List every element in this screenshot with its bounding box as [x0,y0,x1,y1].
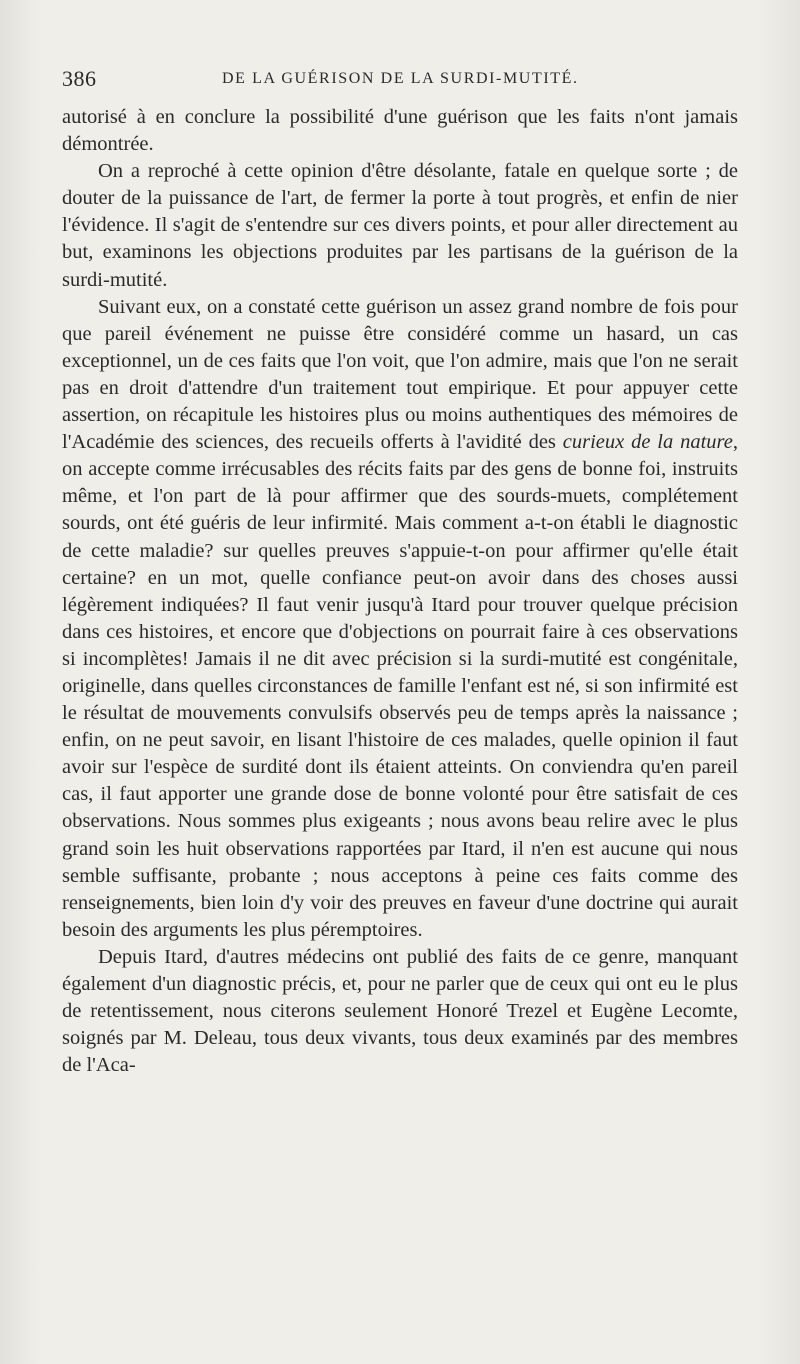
body-text [62,104,738,1079]
running-title: DE LA GUÉRISON DE LA SURDI-MUTITÉ. [222,70,579,87]
page-number: 386 [62,66,97,91]
paragraph-depuis-itard: Depuis Itard, d'autres médecins ont publié des faits de ce genre, manquant également d'un diagnostic précis, et, pour ne parler que de ceux qui ont eu le plus de retentissement, nous citerons seulement Honoré Trezel et Eugène Lecomte, soignés par M. Deleau, tous deux vivants, tous deux examinés par des membres de l'Aca- [62,945,738,1077]
paragraph-continuation: autorisé à en conclure la possibilité d'une guérison que les faits n'ont jamais démontrée. [62,106,738,156]
paragraph-itard [62,294,738,944]
italic-title: curieux de la nature [562,431,733,454]
page-header [62,66,742,96]
paragraph-itard-part-a: Suivant eux, on a constaté cette guérison un assez grand nombre de fois pour que pareil événement ne puisse être considéré comme un hasard, un cas exceptionnel, un de ces faits que l'on voit, que l'on admire, mais que l'on ne serait pas en droit d'attendre d'un traitement tout empirique. Et pour appuyer cette assertion, on récapitule les histoires plus ou moins authentiques des mémoires de l'Académie des sciences, des recueils offerts à l'avidité des [62,295,738,454]
paragraph-objections: On a reproché à cette opinion d'être désolante, fatale en quelque sorte ; de douter de la puissance de l'art, de fermer la porte à tout progrès, et enfin de nier l'évidence. Il s'agit de s'entendre sur ces divers points, et pour aller directement au but, examinons les objections produites par les partisans de la guérison de la surdi-mutité. [62,160,738,291]
paragraph-itard-part-b: , on accepte comme irrécusables des récits faits par des gens de bonne foi, instruits même, et l'on part de là pour affirmer que des sourds-muets, complétement sourds, ont été guéris de leur infirmité. Mais comment a-t-on établi le diagnostic de cette maladie? sur quelles preuves s'appuie-t-on pour affirmer qu'elle était certaine? en un mot, quelle confiance peut-on avoir dans des choses aussi légèrement indiquées? Il faut venir jusqu'à Itard pour trouver quelque précision dans ces histoires, et encore que d'objections on pourrait faire à ces observations si incomplètes! Jamais il ne dit avec précision si la surdi-mutité est congénitale, originelle, dans quelles circonstances de famille l'enfant est né, si son infirmité est le résultat de mouvements convulsifs observés peu de temps après la naissance ; enfin, on ne peut savoir, en lisant l'histoire de ces malades, quelle opinion il faut avoir sur l'espèce de surdité dont ils étaient atteints. On conviendra qu'en pareil cas, il faut apporter une grande dose de bonne volonté pour être satisfait de ces observations. Nous sommes plus exigeants ; nous avons beau relire avec le plus grand soin les huit observations rapportées par Itard, il n'en est aucune qui nous semble suffisante, probante ; nous acceptons à peine ces faits comme des renseignements, bien loin d'y voir des preuves en faveur d'une doctrine qui aurait besoin des arguments les plus péremptoires. [62,431,738,941]
